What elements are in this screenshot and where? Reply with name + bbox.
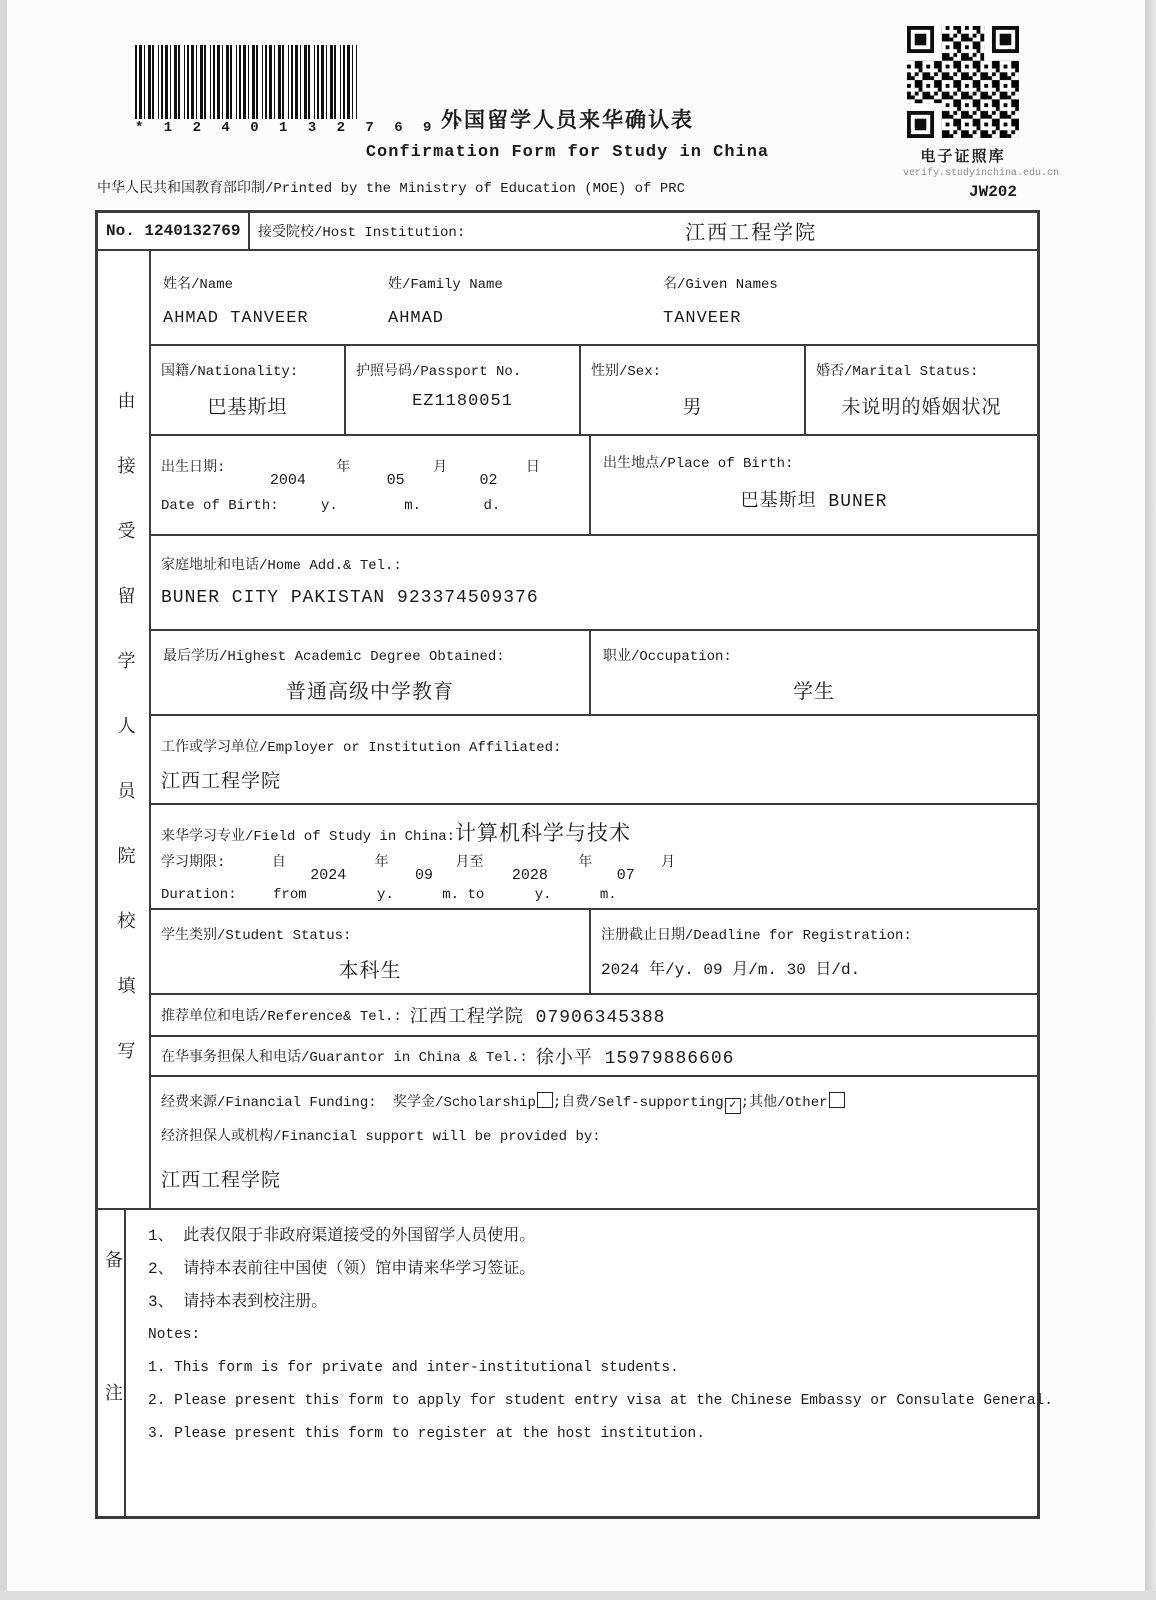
qr-code-icon [907, 26, 1019, 138]
guarantor-label: 在华事务担保人和电话/Guarantor in China & Tel.: [161, 1050, 528, 1066]
duration-from-month: 09 [415, 867, 434, 884]
form-title-zh: 外国留学人员来华确认表 [441, 111, 694, 134]
side-label-notes: 备注 [101, 1250, 121, 1516]
duration-month-unit: 月 [661, 855, 676, 871]
row-guarantor [151, 1037, 1037, 1077]
dob-label-en: Date of Birth: [161, 498, 279, 514]
occupation-value: 学生 [793, 682, 835, 705]
dob-label-zh: 出生日期: [161, 460, 226, 476]
name-value: AHMAD TANVEER [163, 309, 309, 328]
dob-day-value: 02 [479, 472, 498, 489]
dob-y-abbr: y. [321, 498, 338, 514]
degree-value: 普通高级中学教育 [286, 682, 454, 705]
duration-to-month: 07 [616, 867, 635, 884]
notes-content [126, 1210, 1063, 1516]
note-en-1: 1. This form is for private and inter-institutional students. [148, 1360, 679, 1376]
qr-caption: 电子证照库 [920, 149, 1006, 166]
notes-section [98, 1210, 1053, 1516]
duration-y1: y. [377, 887, 394, 903]
self-supporting-checkbox [725, 1098, 741, 1114]
passport-value: EZ1180051 [412, 392, 513, 411]
home-address-label: 家庭地址和电话/Home Add.& Tel.: [161, 558, 402, 574]
dob-day-unit: 日 [525, 460, 540, 476]
marital-status-label: 婚否/Marital Status: [816, 364, 979, 380]
marital-status-cell [806, 346, 1037, 434]
host-institution-value: 江西工程学院 [685, 223, 818, 246]
date-of-birth-line-en [161, 498, 500, 514]
page-edge-right [1145, 0, 1156, 1600]
dob-m-abbr: m. [404, 498, 422, 514]
place-of-birth-cell [591, 436, 1037, 534]
nationality-label: 国籍/Nationality: [161, 364, 299, 380]
financial-support-value: 江西工程学院 [161, 1170, 282, 1192]
degree-label: 最后学历/Highest Academic Degree Obtained: [163, 649, 505, 665]
note-zh-1: 1、 此表仅限于非政府渠道接受的外国留学人员使用。 [148, 1227, 536, 1245]
duration-year-unit1: 年 [374, 855, 389, 871]
self-supporting-label: ;自费/Self-supporting [552, 1095, 724, 1111]
place-of-birth-label: 出生地点/Place of Birth: [603, 456, 794, 472]
deadline-label: 注册截止日期/Deadline for Registration: [601, 928, 912, 944]
other-label: ;其他/Other [740, 1095, 828, 1111]
form-number-cell: No. 1240132769 [98, 213, 250, 249]
passport-label: 护照号码/Passport No. [356, 364, 522, 380]
occupation-label: 职业/Occupation: [603, 649, 732, 665]
notes-label-en: Notes: [148, 1327, 201, 1343]
duration-from-year: 2024 [310, 867, 347, 884]
duration-month-to: 月至 [455, 855, 484, 871]
reference-line [151, 995, 1037, 1035]
side-label-main: 由接受留学人员院校填写 [113, 391, 134, 1106]
page-edge-bottom [0, 1591, 1156, 1600]
scholarship-label: 奖学金/Scholarship [393, 1095, 536, 1111]
row-name [151, 251, 1037, 346]
marital-status-value: 未说明的婚姻状况 [841, 397, 1002, 419]
name-label: 姓名/Name [163, 277, 234, 293]
host-institution-cell [250, 213, 1037, 249]
reference-label: 推荐单位和电话/Reference& Tel.: [161, 1009, 402, 1025]
financial-support-label: 经济担保人或机构/Financial support will be provided by: [161, 1129, 601, 1145]
row-employer [151, 716, 1037, 805]
family-name-label: 姓/Family Name [388, 277, 503, 293]
student-status-value: 本科生 [338, 961, 402, 984]
passport-cell [346, 346, 581, 434]
duration-from-zh: 自 [271, 855, 286, 871]
employer-value: 江西工程学院 [161, 771, 282, 793]
duration-from-en: from [273, 887, 307, 903]
table-header-row [98, 213, 1037, 251]
dob-month-unit: 月 [433, 460, 448, 476]
duration-line-en [161, 887, 617, 903]
row-field-of-study [151, 805, 1037, 910]
duration-m1: m. to [442, 887, 485, 903]
note-zh-3: 3、 请持本表到校注册。 [148, 1293, 328, 1311]
row-birth [151, 436, 1037, 536]
side-column-main [98, 251, 151, 1208]
dob-month-value: 05 [386, 472, 405, 489]
nationality-cell [151, 346, 346, 434]
date-of-birth-cell [151, 436, 591, 534]
row-student-status [151, 910, 1037, 995]
sex-value: 男 [682, 397, 703, 419]
host-institution-label: 接受院校/Host Institution: [258, 225, 466, 241]
side-column-notes [98, 1210, 126, 1516]
table-body [98, 251, 1037, 1210]
family-name-value: AHMAD [388, 309, 445, 328]
note-en-3: 3. Please present this form to register at the host institution. [148, 1426, 705, 1442]
employer-label: 工作或学习单位/Employer or Institution Affiliated: [161, 740, 562, 756]
duration-to-year: 2028 [511, 867, 548, 884]
row-funding [151, 1077, 1037, 1208]
degree-cell [151, 631, 591, 714]
self-supporting-checkmark: ✓ [729, 1098, 737, 1112]
row-identity [151, 346, 1037, 436]
duration-line-zh [161, 851, 676, 884]
occupation-cell [591, 631, 1037, 714]
duration-label-en: Duration: [161, 887, 237, 903]
page-edge-left [0, 0, 7, 1600]
row-degree [151, 631, 1037, 716]
form-table [95, 210, 1053, 1519]
deadline-cell [591, 910, 1037, 993]
student-status-label: 学生类别/Student Status: [161, 928, 352, 944]
duration-year-unit2: 年 [578, 855, 593, 871]
given-names-value: TANVEER [663, 309, 742, 328]
field-of-study-line [161, 817, 631, 847]
reference-value: 江西工程学院 07906345388 [409, 1008, 666, 1028]
dob-year-unit: 年 [336, 460, 351, 476]
form-title-en: Confirmation Form for Study in China [365, 143, 770, 162]
row-reference [151, 995, 1037, 1037]
guarantor-value: 徐小平 15979886606 [535, 1049, 735, 1069]
given-names-label: 名/Given Names [663, 277, 778, 293]
place-of-birth-value: 巴基斯坦 BUNER [740, 492, 888, 512]
home-address-value: BUNER CITY PAKISTAN 923374509376 [161, 588, 539, 608]
duration-y2: y. [534, 887, 552, 903]
deadline-value: 2024 年/y. 09 月/m. 30 日/d. [601, 961, 861, 979]
nationality-value: 巴基斯坦 [207, 397, 288, 419]
field-of-study-label: 来华学习专业/Field of Study in China: [161, 829, 456, 845]
duration-m2: m. [599, 887, 617, 903]
barcode-digits: * 1 2 4 0 1 3 2 7 6 9 * [135, 120, 467, 136]
note-en-2: 2. Please present this form to apply for student entry visa at the Chinese Embassy or Consulate General. [148, 1393, 1053, 1409]
duration-label-zh: 学习期限: [161, 855, 226, 871]
date-of-birth-line-zh [161, 456, 540, 489]
field-of-study-value: 计算机科学与技术 [455, 824, 632, 847]
qr-verify-url: verify.studyinchina.edu.cn [903, 168, 1060, 179]
row-home-address [151, 536, 1037, 631]
form-code-jw202: JW202 [968, 183, 1017, 201]
scholarship-checkbox [537, 1092, 553, 1108]
guarantor-line [151, 1037, 1037, 1075]
dob-d-abbr: d. [483, 498, 501, 514]
dob-year-value: 2004 [269, 472, 306, 489]
printed-by-line: 中华人民共和国教育部印制/Printed by the Ministry of Education (MOE) of PRC [97, 181, 686, 197]
qr-block [903, 26, 1060, 201]
sex-label: 性别/Sex: [591, 364, 662, 380]
sex-cell [581, 346, 806, 434]
other-checkbox [829, 1092, 845, 1108]
funding-label: 经费来源/Financial Funding: [161, 1095, 377, 1111]
form-rows [151, 251, 1037, 1208]
funding-line [161, 1091, 845, 1114]
note-zh-2: 2、 请持本表前往中国使（领）馆申请来华学习签证。 [148, 1260, 536, 1278]
student-status-cell [151, 910, 591, 993]
